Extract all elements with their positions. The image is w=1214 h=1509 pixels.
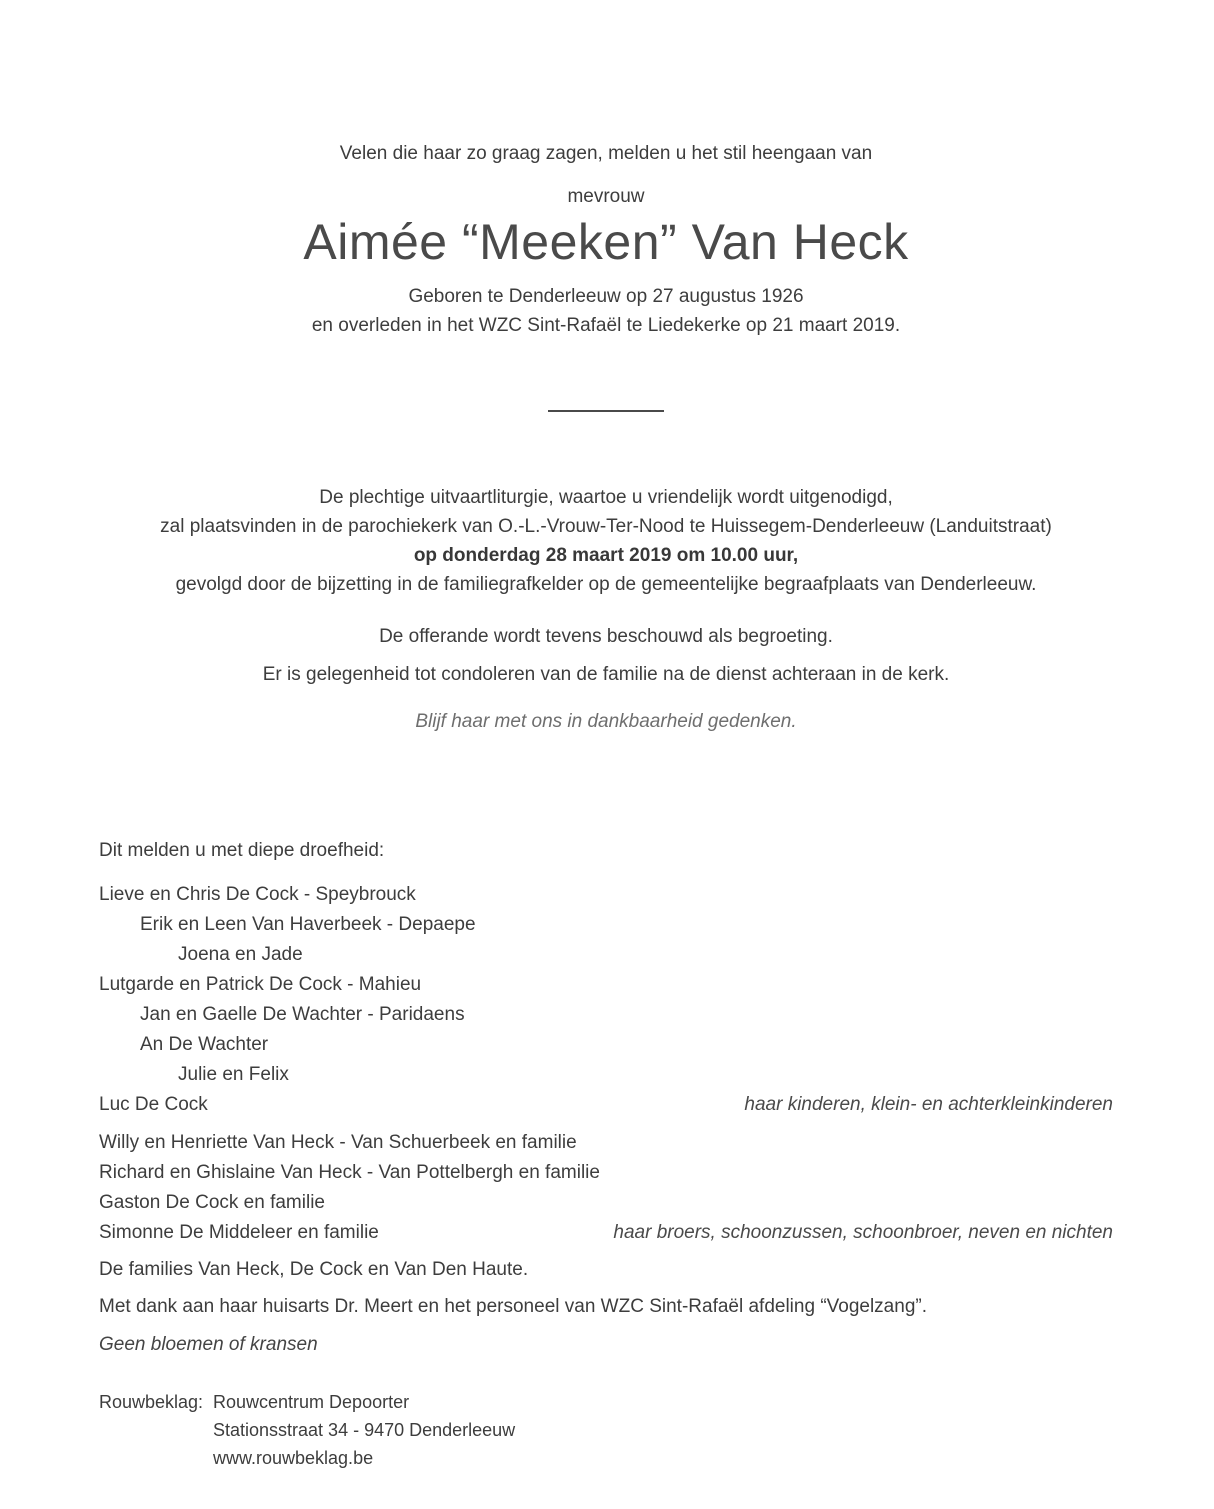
birth-line: Geboren te Denderleeuw op 27 augustus 1926	[408, 286, 804, 307]
family-row	[99, 910, 1113, 940]
family-member-name: Jan en Gaelle De Wachter - Paridaens	[140, 1004, 465, 1025]
family-member-name: Simonne De Middeleer en familie	[99, 1222, 379, 1243]
relation-annotation: haar kinderen, klein- en achterkleinkinderen	[744, 1094, 1113, 1115]
condolence-line: Er is gelegenheid tot condoleren van de familie na de dienst achteraan in de kerk.	[262, 664, 950, 685]
family-member-name: An De Wachter	[140, 1034, 269, 1055]
ceremony-burial-line: gevolgd door de bijzetting in de familiegrafkelder op de gemeentelijke begraafplaats van Denderleeuw.	[175, 574, 1037, 595]
family-member-name: Gaston De Cock en familie	[99, 1192, 325, 1213]
footer-label: Rouwbeklag:	[99, 1392, 204, 1412]
death-line: en overleden in het WZC Sint-Rafaël te Liedekerke op 21 maart 2019.	[311, 315, 901, 336]
family-list-children	[99, 880, 1113, 1248]
family-row	[99, 1030, 1113, 1060]
family-row	[99, 880, 1113, 910]
family-member-name: Joena en Jade	[178, 944, 303, 965]
family-row	[99, 1060, 1113, 1090]
intro-line: Velen die haar zo graag zagen, melden u het stil heengaan van	[339, 143, 873, 164]
family-row	[99, 1128, 1113, 1158]
ceremony-location-line: zal plaatsvinden in de parochiekerk van O.-L.-Vrouw-Ter-Nood te Huissegem-Denderleeuw (Landuitstraat)	[160, 516, 1052, 537]
family-row	[99, 1000, 1113, 1030]
family-member-name: Erik en Leen Van Haverbeek - Depaepe	[140, 914, 476, 935]
funeral-home-name: Rouwcentrum Depoorter	[213, 1392, 410, 1412]
thanks-line: Met dank aan haar huisarts Dr. Meert en het personeel van WZC Sint-Rafaël afdeling “Vogelzang”.	[99, 1296, 927, 1317]
family-member-name: Julie en Felix	[178, 1064, 289, 1085]
funeral-home-footer	[99, 1388, 1113, 1472]
offering-line: De offerande wordt tevens beschouwd als begroeting.	[379, 626, 833, 647]
family-row	[99, 1158, 1113, 1188]
funeral-home-website: www.rouwbeklag.be	[213, 1448, 374, 1468]
no-flowers-line: Geen bloemen of kransen	[99, 1334, 318, 1355]
family-member-name: Luc De Cock	[99, 1094, 208, 1115]
ceremony-invitation-line: De plechtige uitvaartliturgie, waartoe u vriendelijk wordt uitgenodigd,	[319, 487, 893, 508]
family-member-name: Lieve en Chris De Cock - Speybrouck	[99, 884, 416, 905]
family-member-name: Richard en Ghislaine Van Heck - Van Pottelbergh en familie	[99, 1162, 600, 1183]
deceased-name: Aimée “Meeken” Van Heck	[303, 214, 909, 270]
family-row	[99, 940, 1113, 970]
family-row	[99, 970, 1113, 1000]
memorial-line: Blijf haar met ons in dankbaarheid gedenken.	[415, 711, 797, 732]
family-member-name: Willy en Henriette Van Heck - Van Schuerbeek en familie	[99, 1132, 577, 1153]
relation-annotation: haar broers, schoonzussen, schoonbroer, neven en nichten	[613, 1222, 1113, 1243]
funeral-home-address: Stationsstraat 34 - 9470 Denderleeuw	[213, 1420, 516, 1440]
salutation: mevrouw	[567, 186, 645, 207]
family-row	[99, 1188, 1113, 1218]
family-row	[99, 1218, 1113, 1248]
family-row	[99, 1090, 1113, 1120]
section-divider	[548, 410, 664, 412]
families-line: De families Van Heck, De Cock en Van Den Haute.	[99, 1259, 529, 1280]
ceremony-datetime-line: op donderdag 28 maart 2019 om 10.00 uur,	[413, 545, 799, 566]
family-member-name: Lutgarde en Patrick De Cock - Mahieu	[99, 974, 422, 995]
announcement-heading: Dit melden u met diepe droefheid:	[99, 840, 385, 861]
